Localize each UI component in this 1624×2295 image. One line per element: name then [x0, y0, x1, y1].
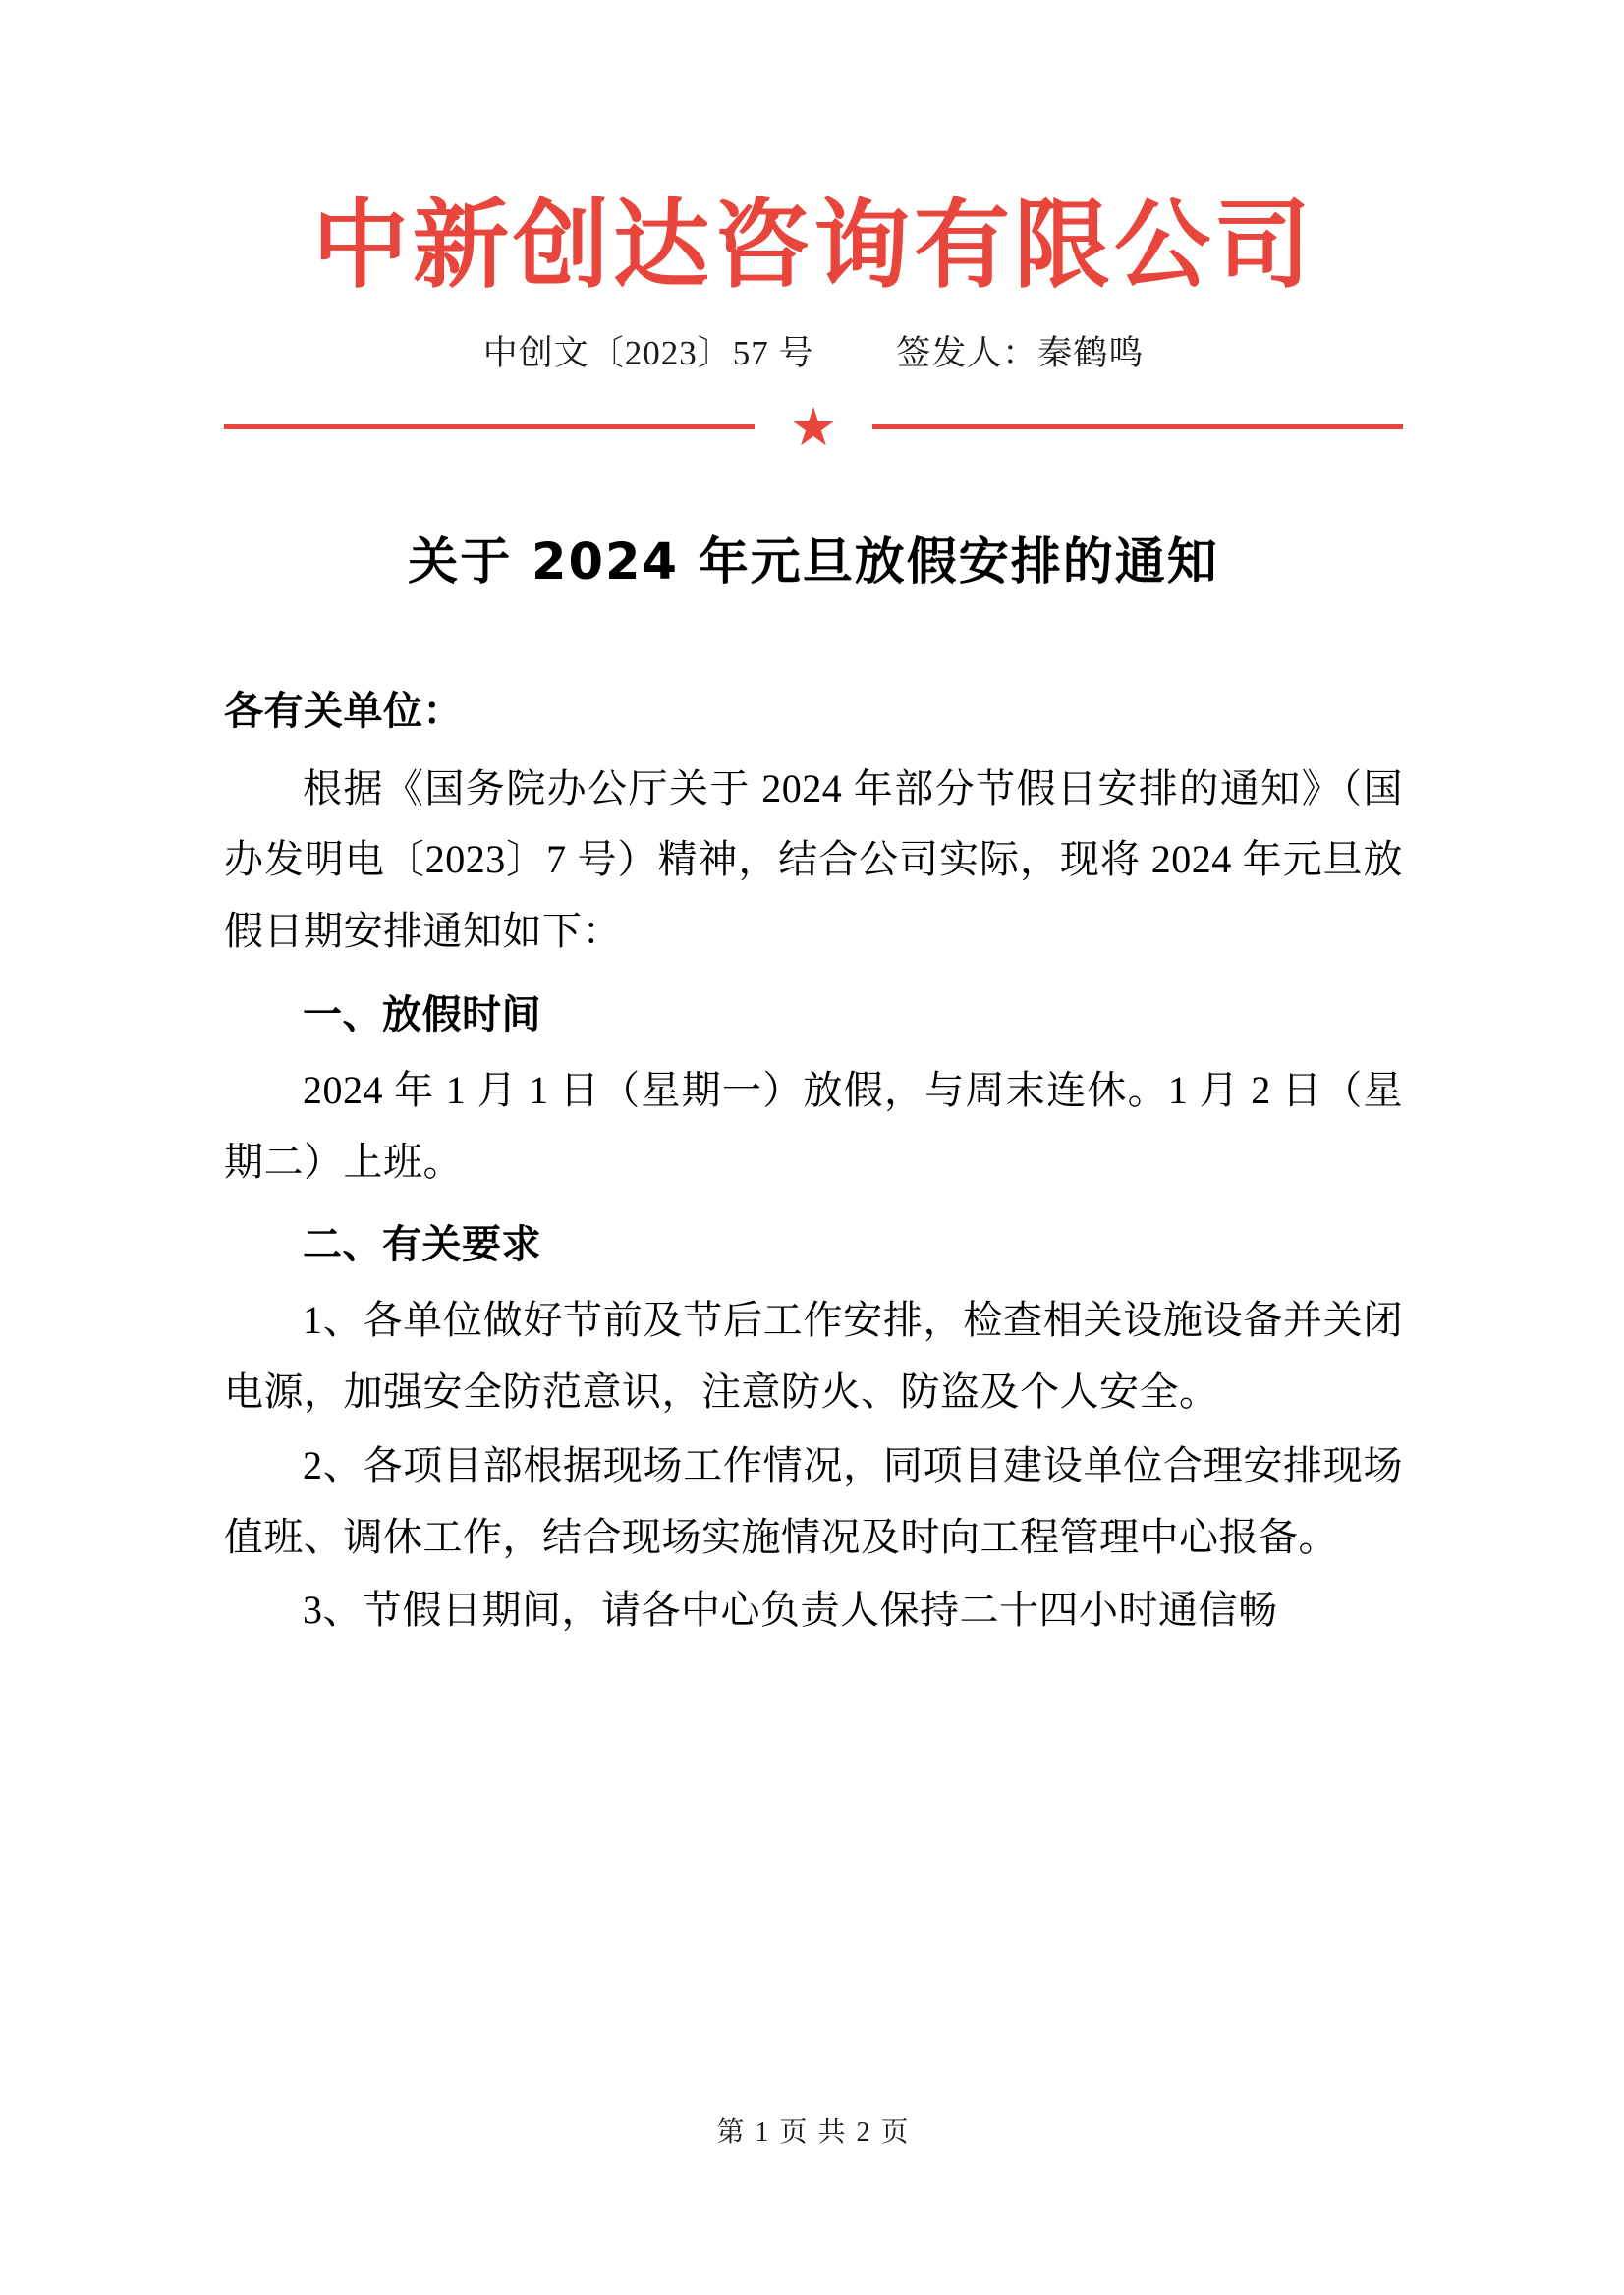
rule-bar-right — [872, 424, 1403, 429]
section-one-body: 2024 年 1 月 1 日（星期一）放假，与周末连休。1 月 2 日（星期二）上班。 — [224, 1067, 1403, 1184]
letterhead — [224, 0, 1403, 375]
document-meta-line — [224, 326, 1403, 375]
paragraph-intro: 根据《国务院办公厅关于 2024 年部分节假日安排的通知》（国办发明电〔2023〕7 号）精神，结合公司实际，现将 2024 年元旦放假日期安排通知如下： — [224, 765, 1403, 954]
requirement-item-3: 3、节假日期间，请各中心负责人保持二十四小时通信畅 — [303, 1588, 1278, 1633]
requirement-item-2: 2、各项目部根据现场工作情况，同项目建设单位合理安排现场值班、调休工作，结合现场实施情况及时向工程管理中心报备。 — [224, 1442, 1403, 1559]
document-issuer: 签发人：秦鹤鸣 — [896, 333, 1145, 372]
document-title: 关于 2024 年元旦放假安排的通知 — [408, 532, 1219, 591]
red-star-icon: ★ — [789, 397, 838, 457]
section-heading-one: 一、放假时间 — [303, 991, 541, 1037]
section-heading-two: 二、有关要求 — [303, 1222, 541, 1268]
document-number: 中创文〔2023〕57 号 — [482, 333, 814, 372]
organization-name: 中新创达咨询有限公司 — [311, 190, 1315, 302]
salutation: 各有关单位： — [224, 688, 463, 734]
requirement-item-1: 1、各单位做好节前及节后工作安排，检查相关设施设备并关闭电源，加强安全防范意识，注意防火、防盗及个人安全。 — [224, 1298, 1403, 1414]
red-separator-rule — [224, 397, 1403, 457]
document-body — [224, 676, 1403, 1647]
document-content — [224, 0, 1403, 2295]
page-footer: 第 1 页 共 2 页 — [716, 2117, 911, 2148]
rule-bar-left — [224, 424, 755, 429]
